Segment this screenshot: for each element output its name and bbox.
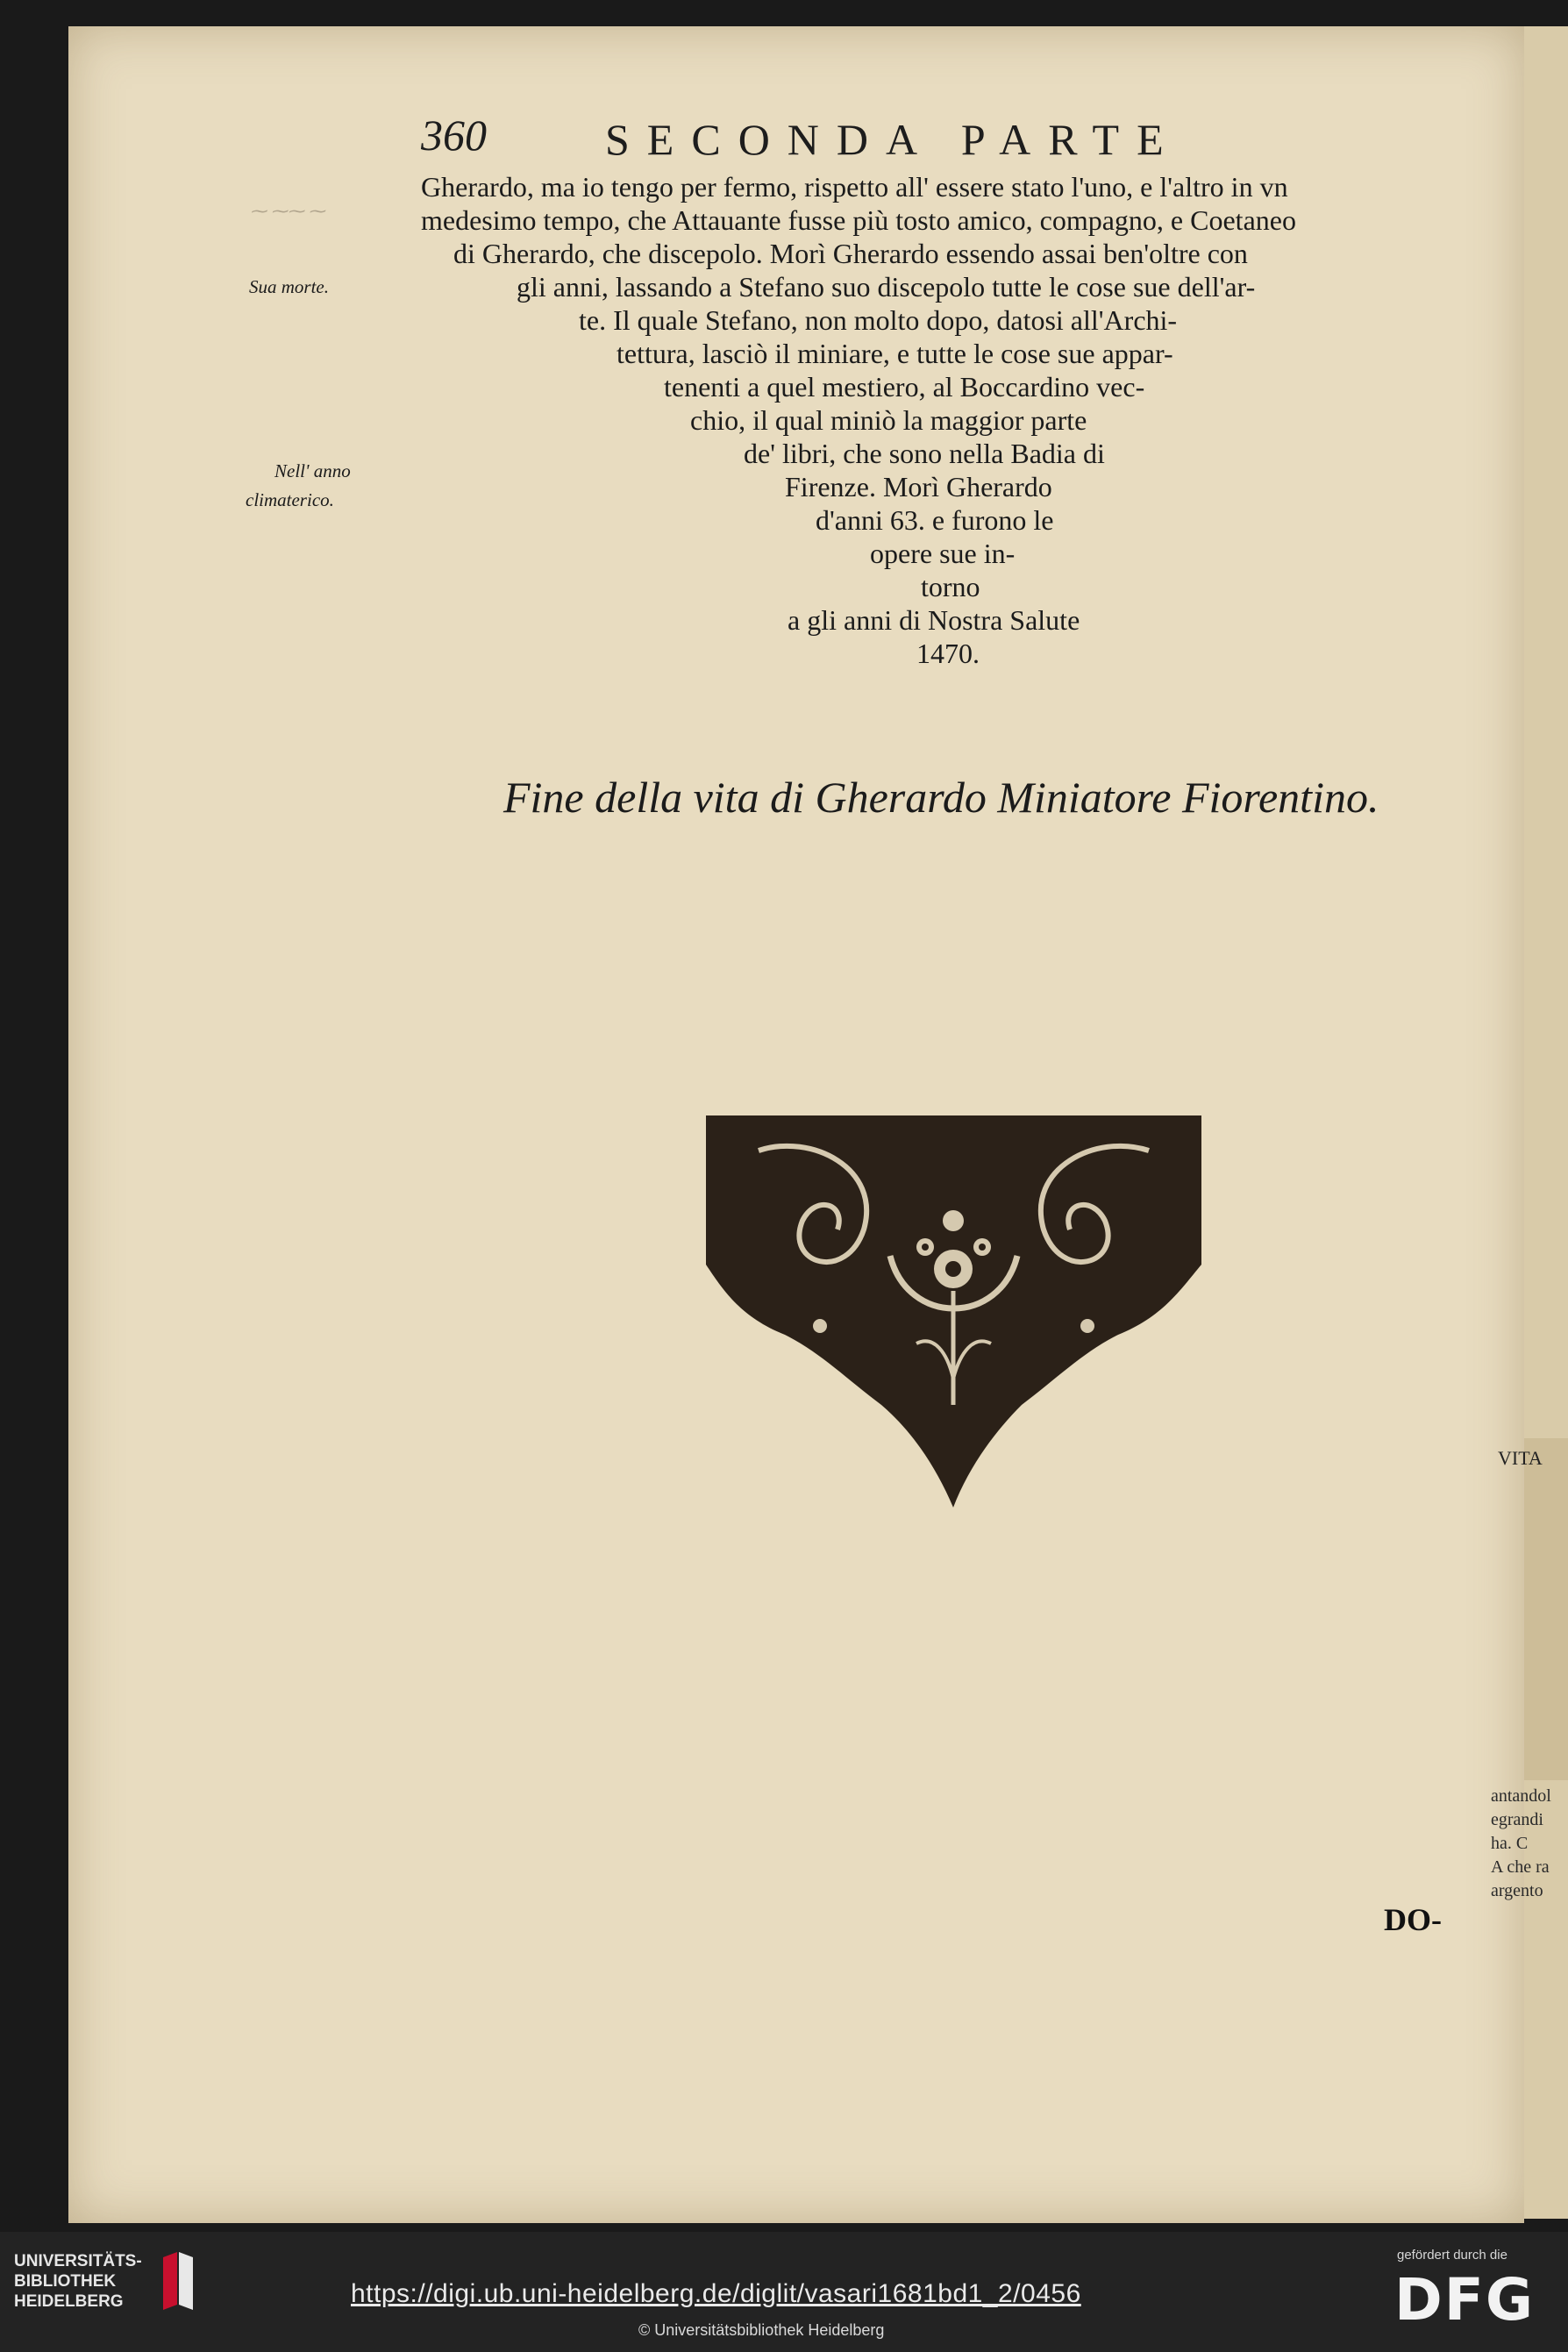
closing-line: Fine della vita di Gherardo Miniatore Fiorentino. xyxy=(503,773,1379,822)
text-line: d'anni 63. e furono le xyxy=(816,504,1054,536)
text-line: Firenze. Morì Gherardo xyxy=(785,471,1052,502)
text-line: chio, il qual miniò la maggior parte xyxy=(690,404,1087,436)
next-page-text: argento xyxy=(1491,1881,1543,1900)
woodcut-ornament xyxy=(706,1115,1201,1507)
text-line: opere sue in- xyxy=(870,538,1016,569)
text-line: 1470. xyxy=(916,638,980,669)
margin-note: Sua morte. xyxy=(249,276,329,297)
page-header xyxy=(421,110,1333,180)
permalink-url[interactable]: https://digi.ub.uni-heidelberg.de/diglit/vasari1681bd1_2/0456 xyxy=(351,2279,1081,2308)
text-line: torno xyxy=(921,571,980,602)
text-line: a gli anni di Nostra Salute xyxy=(788,604,1080,636)
page-number: 360 xyxy=(421,110,487,160)
next-page-text: ha. C xyxy=(1491,1834,1529,1853)
copyright-notice: © Universitätsbibliothek Heidelberg xyxy=(638,2321,885,2339)
library-name: UNIVERSITÄTS- BIBLIOTHEK HEIDELBERG xyxy=(14,2252,142,2311)
margin-note: climaterico. xyxy=(246,489,334,510)
next-page-text: antandol xyxy=(1491,1786,1551,1806)
text-line: Gherardo, ma io tengo per fermo, rispetto all' essere stato l'uno, e l'altro in vn xyxy=(421,171,1288,203)
running-title: SECONDA PARTE xyxy=(605,115,1181,164)
library-logo-icon xyxy=(160,2252,196,2312)
next-page-text: egrandi xyxy=(1491,1810,1543,1829)
next-page-text: A che ra xyxy=(1491,1857,1550,1877)
funding-note: gefördert durch die xyxy=(1397,2248,1507,2263)
dfg-logo: DFG xyxy=(1394,2266,1536,2334)
text-line: gli anni, lassando a Stefano suo discepolo tutte le cose sue dell'ar- xyxy=(517,271,1256,303)
text-line: medesimo tempo, che Attauante fusse più tosto amico, compagno, e Coetaneo xyxy=(421,204,1296,236)
text-line: de' libri, che sono nella Badia di xyxy=(744,438,1105,469)
text-line: di Gherardo, che discepolo. Morì Gherardo essendo assai ben'oltre con xyxy=(453,238,1248,269)
margin-note: Nell' anno xyxy=(274,460,351,481)
catchword: DO- xyxy=(1384,1902,1442,1937)
text-line: tenenti a quel mestiero, al Boccardino vec- xyxy=(664,371,1145,403)
next-page-heading: VITA xyxy=(1498,1447,1543,1469)
text-line: te. Il quale Stefano, non molto dopo, datosi all'Archi- xyxy=(579,304,1178,336)
text-line: tettura, lasciò il miniare, e tutte le cose sue appar- xyxy=(617,338,1173,369)
show-through-text: ⁓ ⁓⁓ ⁓ xyxy=(250,203,325,221)
